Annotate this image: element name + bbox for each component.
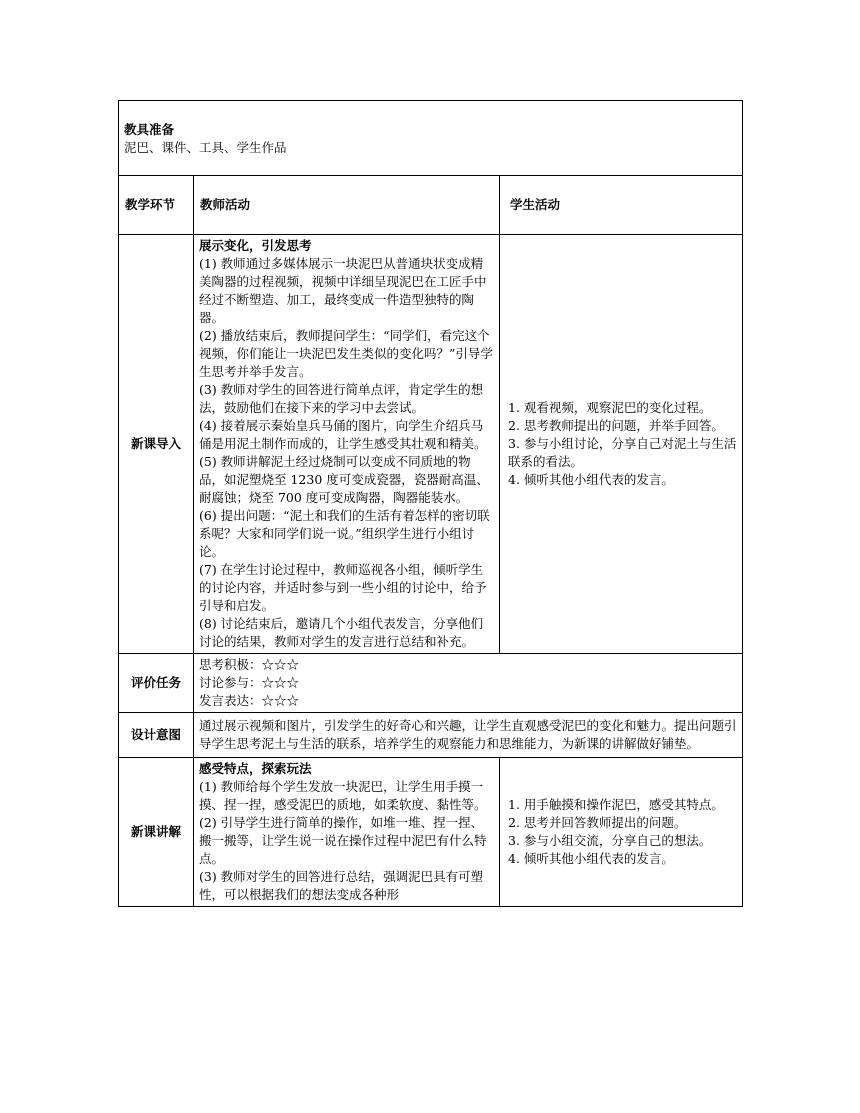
header-teacher: 教师活动 — [194, 176, 500, 235]
lecture-teacher-item: (2) 引导学生进行简单的操作，如堆一堆、捏一捏、搬一搬等，让学生说一说在操作过程中泥巴有什么特点。 — [199, 815, 487, 866]
intro-teacher-item: (7) 在学生讨论过程中，教师巡视各小组，倾听学生的讨论内容，并适时参与到一些小组的讨论中，给予引导和启发。 — [199, 562, 487, 613]
intro-teacher-item: (6) 提出问题：“泥土和我们的生活有着怎样的密切联系呢？大家和同学们说一说。”组织学生进行小组讨论。 — [199, 508, 490, 559]
intro-teacher-item: (4) 接着展示秦始皇兵马俑的图片，向学生介绍兵马俑是用泥土制作而成的，让学生感受其壮观和精美。 — [199, 418, 487, 451]
lecture-student-item: 3. 参与小组交流，分享自己的想法。 — [508, 833, 712, 848]
intro-teacher-item: (2) 播放结束后，教师提问学生：“同学们，看完这个视频，你们能让一块泥巴发生类似的变化吗？”引导学生思考并举手发言。 — [199, 328, 493, 379]
header-row — [119, 176, 743, 235]
intro-row — [119, 235, 743, 654]
evaluation-row — [119, 654, 743, 713]
lesson-plan-table — [118, 100, 743, 907]
lecture-row — [119, 758, 743, 907]
header-stage: 教学环节 — [119, 176, 194, 235]
design-content: 通过展示视频和图片，引发学生的好奇心和兴趣，让学生直观感受泥巴的变化和魅力。提出问题引导学生思考泥土与生活的联系，培养学生的观察能力和思维能力，为新课的讲解做好铺垫。 — [194, 713, 743, 758]
intro-teacher-item: (3) 教师对学生的回答进行简单点评，肯定学生的想法，鼓励他们在接下来的学习中去尝试。 — [199, 382, 484, 415]
intro-teacher-item: (5) 教师讲解泥土经过烧制可以变成不同质地的物品，如泥塑烧至 1230 度可变成瓷器，瓷器耐高温、耐腐蚀；烧至 700 度可变成陶器，陶器能装水。 — [199, 454, 489, 505]
intro-teacher-title: 展示变化，引发思考 — [199, 238, 312, 253]
intro-student-cell — [500, 235, 743, 654]
design-stage-label: 设计意图 — [119, 713, 194, 758]
evaluation-item: 讨论参与：☆☆☆ — [199, 675, 300, 690]
design-row — [119, 713, 743, 758]
lecture-student-item: 1. 用手触摸和操作泥巴，感受其特点。 — [508, 797, 724, 812]
intro-teacher-item: (1) 教师通过多媒体展示一块泥巴从普通块状变成精美陶器的过程视频，视频中详细呈现泥巴在工匠手中经过不断塑造、加工，最终变成一件造型独特的陶器。 — [199, 256, 487, 325]
evaluation-item: 发言表达：☆☆☆ — [199, 693, 300, 708]
lecture-teacher-item: (3) 教师对学生的回答进行总结，强调泥巴具有可塑性，可以根据我们的想法变成各种形 — [199, 869, 484, 902]
evaluation-item: 思考积极：☆☆☆ — [199, 657, 300, 672]
intro-student-item: 3. 参与小组讨论，分享自己对泥土与生活联系的看法。 — [508, 436, 737, 469]
prep-row — [119, 101, 743, 176]
lecture-teacher-item: (1) 教师给每个学生发放一块泥巴，让学生用手摸一摸、捏一捏，感受泥巴的质地，如柔软度、黏性等。 — [199, 779, 487, 812]
lecture-stage-label: 新课讲解 — [119, 758, 194, 907]
prep-title: 教具准备 — [124, 122, 175, 137]
prep-content: 泥巴、课件、工具、学生作品 — [124, 140, 287, 155]
evaluation-cell — [194, 654, 743, 713]
prep-cell — [119, 101, 743, 176]
intro-student-item: 4. 倾听其他小组代表的发言。 — [508, 472, 674, 487]
lecture-student-item: 2. 思考并回答教师提出的问题。 — [508, 815, 687, 830]
lecture-teacher-title: 感受特点，探索玩法 — [199, 761, 312, 776]
intro-student-item: 2. 思考教师提出的问题，并举手回答。 — [508, 418, 724, 433]
header-student: 学生活动 — [500, 176, 743, 235]
intro-teacher-cell — [194, 235, 500, 654]
lecture-teacher-cell — [194, 758, 500, 907]
intro-teacher-item: (8) 讨论结束后，邀请几个小组代表发言，分享他们讨论的结果，教师对学生的发言进行总结和补充。 — [199, 616, 484, 649]
lecture-student-item: 4. 倾听其他小组代表的发言。 — [508, 851, 674, 866]
lecture-student-cell — [500, 758, 743, 907]
intro-student-item: 1. 观看视频，观察泥巴的变化过程。 — [508, 400, 712, 415]
evaluation-stage-label: 评价任务 — [119, 654, 194, 713]
intro-stage-label: 新课导入 — [119, 235, 194, 654]
